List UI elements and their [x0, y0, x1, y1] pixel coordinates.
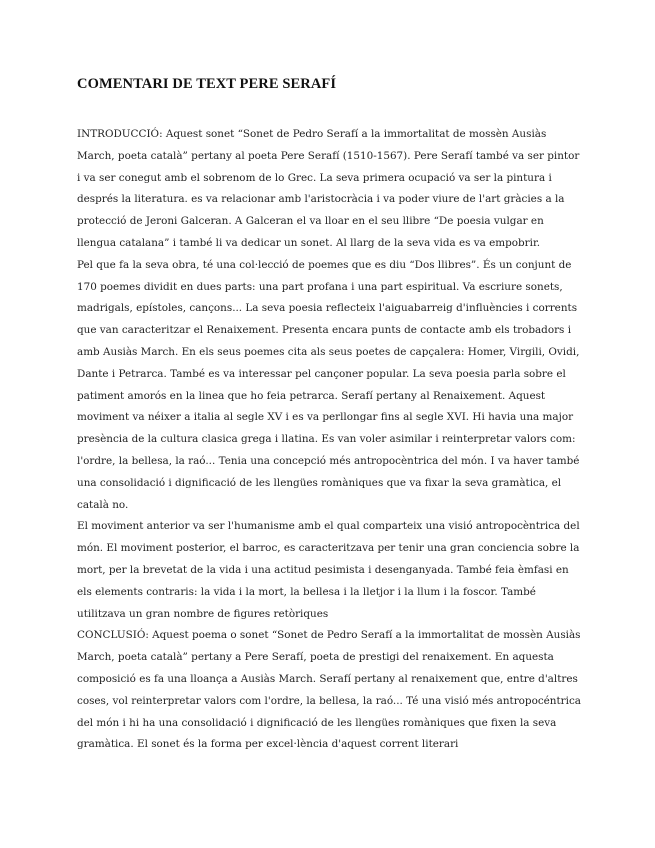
paragraph-introduccio: INTRODUCCIÓ: Aquest sonet “Sonet de Pedro Serafí a la immortalitat de mossèn Ausiàs March, poeta català” pertany al poeta Pere Serafí (1510-1567). Pere Serafí també va ser pintor i va ser conegut amb el sobrenom de lo Grec. La seva primera ocupació va ser la pintura i després la literatura. es va relacionar amb l'aristocràcia i va poder viure de l'art gràcies a la protecció de Jeroni Galceran. A Galceran el va lloar en el seu llibre “De poesia vulgar en llengua catalana” i també li va dedicar un sonet. Al llarg de la seva vida es va empobrir. — [77, 128, 580, 249]
paragraph-moviments: El moviment anterior va ser l'humanisme amb el qual comparteix una visió antropocèntrica del món. El moviment posterior, el barroc, es caracteritzava per tenir una gran conciencia sobre la mort, per la brevetat de la vida i una actitud pesimista i desenganyada. També feia èmfasi en els elements contraris: la vida i la mort, la bellesa i la lletjor i la llum i la foscor. També utilitzava un gran nombre de figures retòriques — [77, 520, 580, 620]
paragraph-obra: Pel que fa la seva obra, té una col·lecció de poemes que es diu “Dos llibres”. És un conjunt de 170 poemes dividit en dues parts: una part profana i una part espiritual. Va escriure sonets, madrigals, epístoles, cançons... La seva poesia reflecteix l'aiguabarreig d'influències i corrents que van caracteritzar el Renaixement. Presenta encara punts de contacte amb els trobadors i amb Ausiàs March. En els seus poemes cita als seus poetes de capçalera: Homer, Virgili, Ovidi, Dante i Petrarca. També es va interessar pel cançoner popular. La seva poesia parla sobre el patiment amorós en la linea que ho feia petrarca. Serafí pertany al Renaixement. Aquest moviment va néixer a italia al segle XV i es va perllongar fins al segle XVI. Hi havia una major presència de la cultura clasica grega i llatina. Es van voler asimilar i reinterpretar valors com: l'ordre, la bellesa, la raó... Tenia una concepció més antropocèntrica del món. I va haver també una consolidació i dignificació de les llengües romàniques que va fixar la seva gramàtica, el català no. — [77, 258, 580, 511]
document-title: COMENTARI DE TEXT PERE SERAFÍ — [77, 76, 337, 92]
paragraph-conclusio: CONCLUSIÓ: Aquest poema o sonet “Sonet de Pedro Serafí a la immortalitat de mossèn Ausiàs March, poeta català” pertany a Pere Serafí, poeta de prestigi del renaixement. En aquesta composició es fa una lloança a Ausiàs March. Serafí pertany al renaixement que, entre d'altres coses, vol reinterpretar valors com l'ordre, la bellesa, la raó... Té una visió més antropocéntrica del món i hi ha una consolidació i dignificació de les llengües romàniques que fixen la seva gramàtica. El sonet és la forma per excel·lència d'aquest corrent literari — [77, 629, 581, 751]
document-body — [77, 124, 583, 756]
